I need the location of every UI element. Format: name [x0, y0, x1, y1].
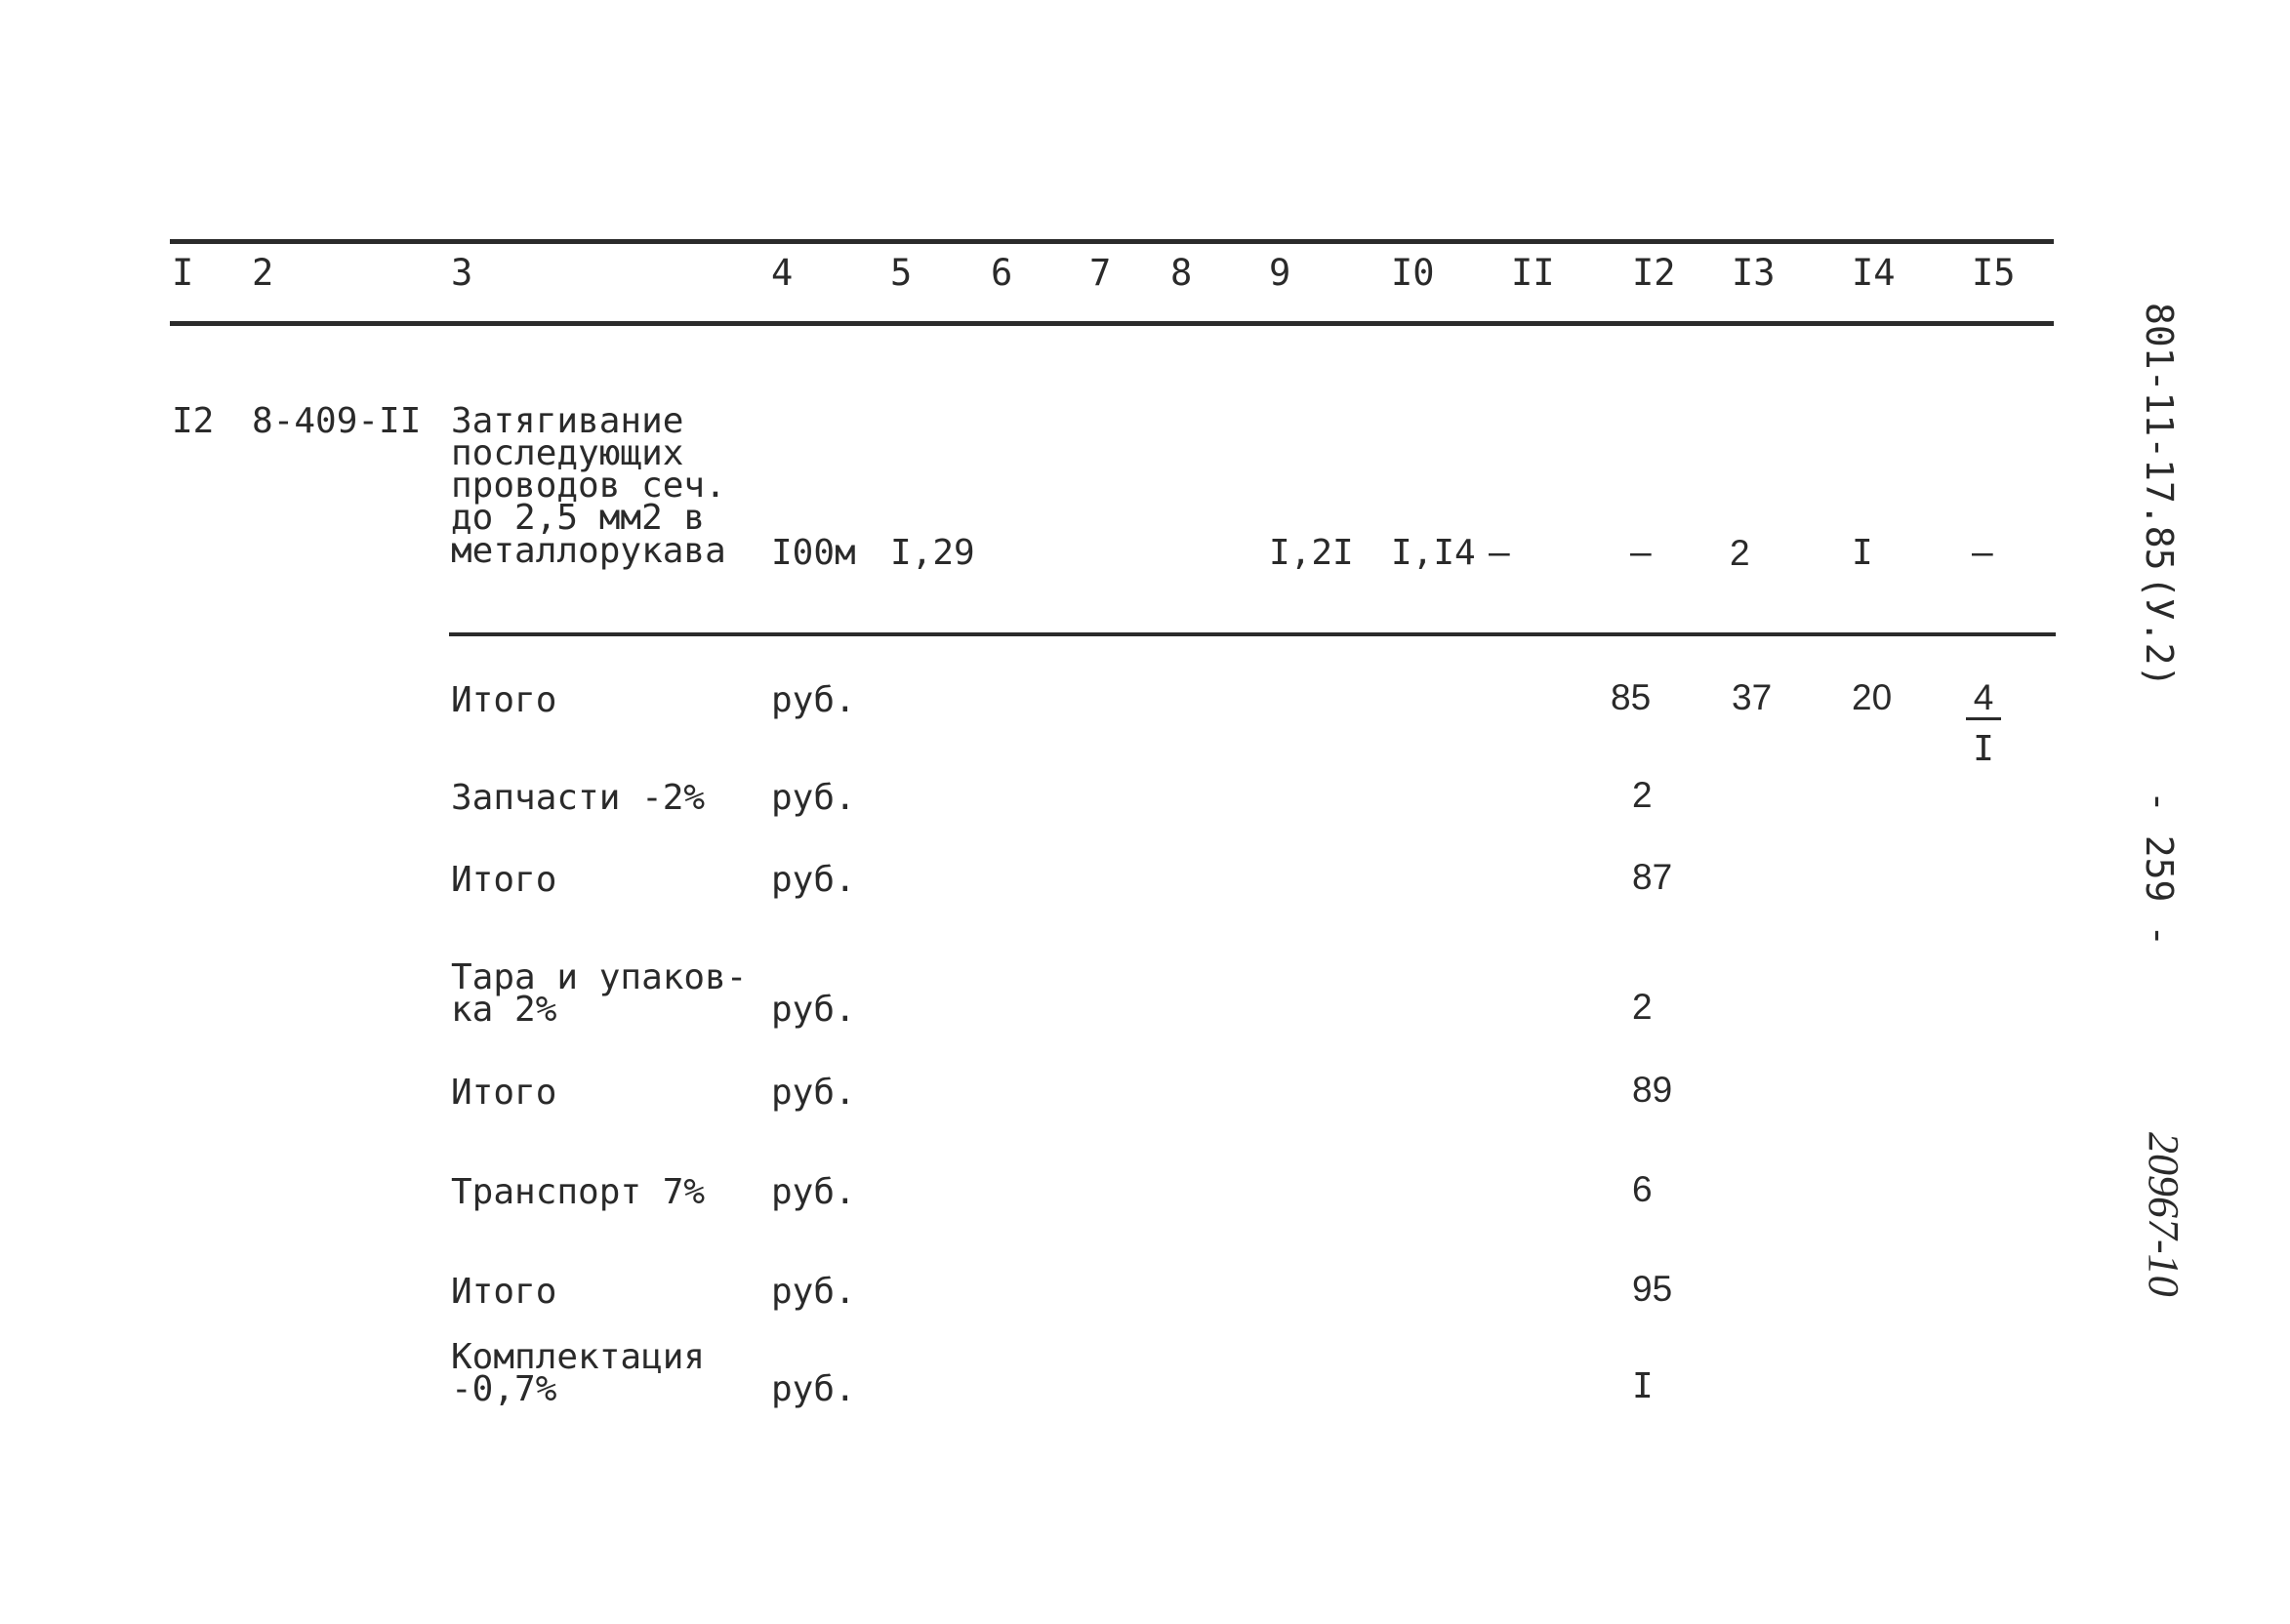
- summary-col12: 89: [1632, 1070, 1673, 1110]
- item-col9: I,2I: [1269, 533, 1354, 573]
- col-header-1: I: [172, 252, 194, 294]
- item-description-line: до 2,5 мм2 в: [451, 498, 706, 538]
- summary-col12: 2: [1632, 775, 1653, 815]
- col-header-14: I4: [1852, 252, 1896, 294]
- summary-col12: 87: [1632, 857, 1673, 897]
- summary-col15-fraction: [1966, 677, 2001, 769]
- summary-unit: руб.: [771, 1272, 856, 1312]
- item-col14: I: [1852, 533, 1873, 573]
- summary-label: Итого: [451, 680, 557, 720]
- summary-col12: 85: [1611, 677, 1652, 717]
- margin-page-number: - 259 -: [2138, 791, 2181, 948]
- item-code: 8-409-II: [252, 401, 422, 441]
- summary-unit: руб.: [771, 990, 856, 1030]
- col-header-3: 3: [451, 252, 473, 294]
- col-header-11: II: [1511, 252, 1555, 294]
- col-header-5: 5: [890, 252, 913, 294]
- col-header-2: 2: [252, 252, 274, 294]
- col-header-8: 8: [1170, 252, 1193, 294]
- col-header-9: 9: [1269, 252, 1291, 294]
- item-bottom-rule: [449, 632, 2056, 636]
- col-header-12: I2: [1632, 252, 1676, 294]
- summary-label: Транспорт 7%: [451, 1172, 706, 1212]
- summary-unit: руб.: [771, 680, 856, 720]
- item-description-line: проводов сеч.: [451, 466, 726, 506]
- summary-col13: 37: [1732, 677, 1773, 717]
- item-col13: 2: [1730, 533, 1750, 573]
- summary-unit: руб.: [771, 1073, 856, 1113]
- item-description-line: Затягивание: [451, 401, 684, 441]
- item-col5: I,29: [890, 533, 975, 573]
- item-col11: –: [1489, 533, 1510, 573]
- col-header-13: I3: [1732, 252, 1776, 294]
- summary-label-line: Комплектация: [451, 1337, 706, 1377]
- summary-label-line: ка 2%: [451, 990, 557, 1030]
- col-header-7: 7: [1089, 252, 1112, 294]
- table-top-rule: [170, 239, 2054, 244]
- summary-unit: руб.: [771, 1369, 856, 1409]
- summary-label: Итого: [451, 860, 557, 900]
- fraction-numerator: 4: [1966, 680, 2001, 720]
- fraction-denominator: I: [1973, 729, 1994, 769]
- margin-volume: (У.2): [2138, 576, 2181, 688]
- col-header-4: 4: [771, 252, 794, 294]
- item-number: I2: [172, 401, 215, 441]
- item-col15: –: [1972, 533, 1993, 573]
- item-description-line: последующих: [451, 433, 684, 473]
- summary-col12: 95: [1632, 1269, 1673, 1309]
- summary-col12: 6: [1632, 1169, 1653, 1209]
- item-col12: –: [1630, 533, 1652, 573]
- item-description-line: металлорукава: [451, 531, 726, 571]
- margin-document-code: 801-11-17.85: [2138, 303, 2181, 571]
- col-header-10: I0: [1391, 252, 1435, 294]
- summary-label-line: -0,7%: [451, 1369, 557, 1409]
- col-header-6: 6: [991, 252, 1013, 294]
- summary-unit: руб.: [771, 860, 856, 900]
- summary-label: Запчасти -2%: [451, 778, 706, 818]
- summary-unit: руб.: [771, 778, 856, 818]
- summary-col12: 2: [1632, 987, 1653, 1027]
- summary-col14: 20: [1852, 677, 1893, 717]
- summary-label: Итого: [451, 1073, 557, 1113]
- item-col10: I,I4: [1391, 533, 1476, 573]
- col-header-15: I5: [1972, 252, 2016, 294]
- margin-sheet-number: 20967-10: [2140, 1132, 2188, 1297]
- summary-unit: руб.: [771, 1172, 856, 1212]
- summary-col12: I: [1632, 1366, 1654, 1406]
- item-unit: I00м: [771, 533, 856, 573]
- summary-label-line: Тара и упаков-: [451, 957, 748, 997]
- header-bottom-rule: [170, 321, 2054, 326]
- summary-label: Итого: [451, 1272, 557, 1312]
